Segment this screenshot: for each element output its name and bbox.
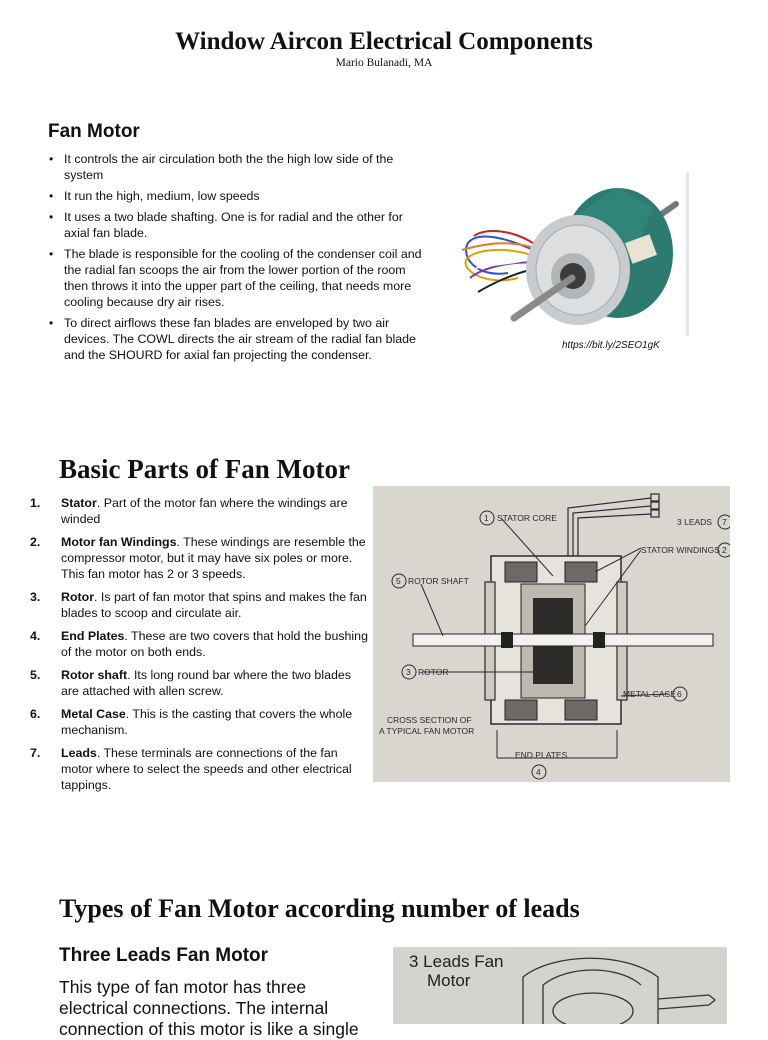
three-leads-body: This type of fan motor has three electrical connections. The internal connection of this motor is like a single bbox=[59, 977, 359, 1039]
item-number: 4. bbox=[30, 629, 41, 643]
item-number: 3. bbox=[30, 590, 41, 604]
list-item bbox=[30, 745, 372, 793]
item-term: Stator bbox=[61, 496, 97, 510]
diagram-label-stator-windings: STATOR WINDINGS bbox=[641, 545, 720, 555]
diagram-label-rotor-shaft: ROTOR SHAFT bbox=[408, 576, 469, 586]
fan-motor-heading: Fan Motor bbox=[48, 121, 140, 142]
sketch-label: Motor bbox=[427, 971, 471, 990]
item-number: 1. bbox=[30, 496, 41, 510]
diagram-number: 1 bbox=[484, 513, 489, 523]
diagram-number: 3 bbox=[406, 667, 411, 677]
diagram-number: 5 bbox=[396, 576, 401, 586]
document-author: Mario Bulanadi, MA bbox=[335, 57, 433, 69]
diagram-number: 4 bbox=[536, 767, 541, 777]
item-term: Motor fan Windings bbox=[61, 535, 177, 549]
item-number: 7. bbox=[30, 746, 41, 760]
diagram-label-end-plates: END PLATES bbox=[515, 750, 568, 760]
basic-parts-heading: Basic Parts of Fan Motor bbox=[59, 454, 350, 484]
basic-parts-list bbox=[30, 495, 372, 800]
diagram-label-cross-section-2: A TYPICAL FAN MOTOR bbox=[379, 726, 475, 736]
item-desc: . These windings are resemble the compressor motor, but it may have six poles or more. This fan motor has 2 or 3 speeds. bbox=[61, 535, 366, 581]
three-leads-subheading: Three Leads Fan Motor bbox=[59, 945, 269, 966]
list-item bbox=[30, 495, 372, 527]
item-desc: . These are two covers that hold the bushing of the motor on both ends. bbox=[61, 629, 368, 659]
list-item: • To direct airflows these fan blades are enveloped by two air devices. The COWL directs the air stream of the radial fan blade and the SHOURD for axial fan projecting the condenser. bbox=[47, 315, 427, 363]
sketch-label: 3 Leads Fan bbox=[409, 952, 504, 971]
diagram-number: 7 bbox=[722, 517, 727, 527]
item-term: Rotor shaft bbox=[61, 668, 128, 682]
item-number: 5. bbox=[30, 668, 41, 682]
item-desc: . Its long round bar where the two blades are attached with allen screw. bbox=[61, 668, 351, 698]
fan-motor-bullets bbox=[47, 151, 427, 368]
image-credit: https://bit.ly/2SEO1gK bbox=[562, 340, 660, 351]
diagram-label-metal-case: METAL CASE bbox=[623, 689, 676, 699]
item-term: Leads bbox=[61, 746, 97, 760]
diagram-label-leads: 3 LEADS bbox=[677, 517, 712, 527]
fan-motor-cross-section-diagram bbox=[373, 486, 730, 782]
list-item bbox=[30, 589, 372, 621]
fan-motor-photo bbox=[448, 168, 693, 338]
three-leads-motor-sketch bbox=[393, 947, 727, 1024]
list-item: • It run the high, medium, low speeds bbox=[47, 188, 427, 204]
item-term: Metal Case bbox=[61, 707, 126, 721]
list-item bbox=[30, 534, 372, 582]
diagram-label-rotor: ROTOR bbox=[418, 667, 449, 677]
item-number: 2. bbox=[30, 535, 41, 549]
list-item bbox=[30, 667, 372, 699]
diagram-label-stator-core: STATOR CORE bbox=[497, 513, 557, 523]
list-item: • It controls the air circulation both the the high low side of the system bbox=[47, 151, 427, 183]
item-desc: . Part of the motor fan where the windings are winded bbox=[61, 496, 348, 526]
item-desc: . Is part of fan motor that spins and makes the fan blades to scoop and circulate air. bbox=[61, 590, 367, 620]
diagram-number: 6 bbox=[677, 689, 682, 699]
diagram-number: 2 bbox=[722, 545, 727, 555]
item-term: Rotor bbox=[61, 590, 95, 604]
list-item bbox=[30, 628, 372, 660]
types-heading: Types of Fan Motor according number of leads bbox=[59, 894, 580, 923]
list-item bbox=[30, 706, 372, 738]
item-term: End Plates bbox=[61, 629, 125, 643]
list-item: • The blade is responsible for the cooling of the condenser coil and the radial fan scoops the air from the lower portion of the room then throws it into the upper part of the ceiling, that needs more cooling because dry air rises. bbox=[47, 246, 427, 310]
document-title: Window Aircon Electrical Components bbox=[175, 28, 593, 55]
item-desc: . This is the casting that covers the whole mechanism. bbox=[61, 707, 353, 737]
item-desc: . These terminals are connections of the fan motor where to select the speeds and other electrical tappings. bbox=[61, 746, 352, 792]
diagram-label-cross-section-1: CROSS SECTION OF bbox=[387, 715, 472, 725]
list-item: • It uses a two blade shafting. One is for radial and the other for axial fan blade. bbox=[47, 209, 427, 241]
item-number: 6. bbox=[30, 707, 41, 721]
